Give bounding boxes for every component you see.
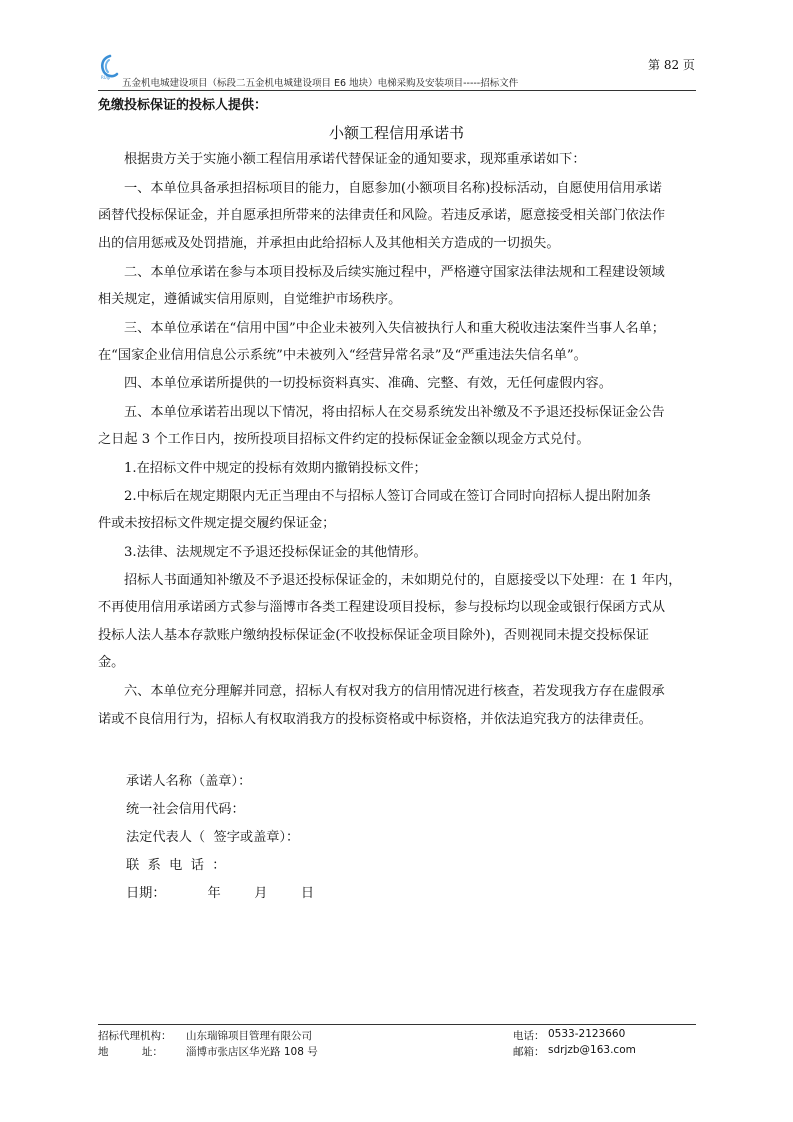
body-paragraph-line: 之日起 3 个工作日内，按所投项目招标文件约定的投标保证金金额以现金方式兑付。 [98, 432, 590, 447]
body-paragraph-line: 金。 [98, 655, 125, 670]
signature-phone-field: 联 系 电 话 ： [126, 858, 226, 873]
footer-phone: 0533-2123660 [548, 1028, 626, 1040]
body-paragraph-line: 诺或不良信用行为，招标人有权取消我方的投标资格或中标资格，并依法追究我方的法律责任。 [98, 712, 652, 727]
body-paragraph-line: 件或未按招标文件规定提交履约保证金； [98, 516, 336, 531]
body-paragraph-line: 出的信用惩戒及处罚措施，并承担由此给招标人及其他相关方造成的一切损失。 [98, 236, 560, 251]
signature-legal-rep-field: 法定代表人（ 签字或盖章）： [126, 830, 300, 845]
footer-agency: 山东瑞锦项目管理有限公司 [186, 1030, 312, 1042]
signature-name-field: 承诺人名称（盖章）： [126, 774, 252, 789]
body-paragraph-line: 2.中标后在规定期限内无正当理由不与招标人签订合同或在签订合同时向招标人提出附加条 [124, 489, 651, 504]
body-paragraph-line: 根据贵方关于实施小额工程信用承诺代替保证金的通知要求，现郑重承诺如下： [124, 152, 586, 167]
footer-email-label: 邮箱： [513, 1046, 545, 1058]
body-paragraph-line: 招标人书面通知补缴及不予退还投标保证金的，未如期兑付的，自愿接受以下处理：在 1 年内， [124, 573, 682, 588]
body-paragraph-line: 二、本单位承诺在参与本项目投标及后续实施过程中，严格遵守国家法律法规和工程建设领域 [124, 265, 665, 280]
body-paragraph-line: 四、本单位承诺所提供的一切投标资料真实、准确、完整、有效，无任何虚假内容。 [124, 376, 612, 391]
body-paragraph-line: 在“国家企业信用信息公示系统”中未被列入“经营异常名录”及“严重违法失信名单”。 [98, 348, 587, 363]
body-paragraph-line: 一、本单位具备承担招标项目的能力，自愿参加(小额项目名称)投标活动，自愿使用信用承诺 [124, 181, 662, 196]
footer-address: 淄博市张店区华光路 108 号 [186, 1046, 318, 1058]
company-logo-icon [99, 54, 121, 80]
body-paragraph-line: 不再使用信用承诺函方式参与淄博市各类工程建设项目投标，参与投标均以现金或银行保函方式从 [98, 600, 666, 615]
footer-divider [98, 1024, 696, 1025]
footer-agency-label: 招标代理机构： [98, 1030, 172, 1042]
header-title: 五金机电城建设项目（标段二五金机电城建设项目 E6 地块）电梯采购及安装项目-----招标文件 [122, 78, 519, 89]
footer-email: sdrjzb@163.com [548, 1044, 636, 1056]
signature-credit-code-field: 统一社会信用代码： [126, 802, 245, 817]
body-paragraph-line: 1.在招标文件中规定的投标有效期内撤销投标文件； [124, 461, 427, 476]
body-paragraph-line: 三、本单位承诺在“信用中国”中企业未被列入失信被执行人和重大税收违法案件当事人名单； [124, 321, 665, 336]
footer-phone-label: 电话： [513, 1030, 545, 1042]
header-divider [98, 90, 696, 91]
notice-heading: 免缴投标保证的投标人提供： [98, 98, 268, 113]
svg-text:RUIJI: RUIJI [101, 75, 111, 80]
body-paragraph-line: 六、本单位充分理解并同意，招标人有权对我方的信用情况进行核查，若发现我方存在虚假承 [124, 684, 665, 699]
body-paragraph-line: 3.法律、法规规定不予退还投标保证金的其他情形。 [124, 545, 427, 560]
document-title: 小额工程信用承诺书 [328, 124, 464, 142]
body-paragraph-line: 投标人法人基本存款账户缴纳投标保证金(不收投标保证金项目除外)，否则视同未提交投标保证 [98, 628, 649, 643]
page-number: 第 82 页 [648, 58, 695, 72]
body-paragraph-line: 五、本单位承诺若出现以下情况，将由招标人在交易系统发出补缴及不予退还投标保证金公告 [124, 405, 665, 420]
signature-date-field: 日期： 年 月 日 [126, 886, 315, 901]
footer-address-label: 地 址： [98, 1046, 163, 1058]
body-paragraph-line: 相关规定，遵循诚实信用原则，自觉维护市场秩序。 [98, 292, 402, 307]
body-paragraph-line: 函替代投标保证金，并自愿承担所带来的法律责任和风险。若违反承诺，愿意接受相关部门依法作 [98, 208, 666, 223]
